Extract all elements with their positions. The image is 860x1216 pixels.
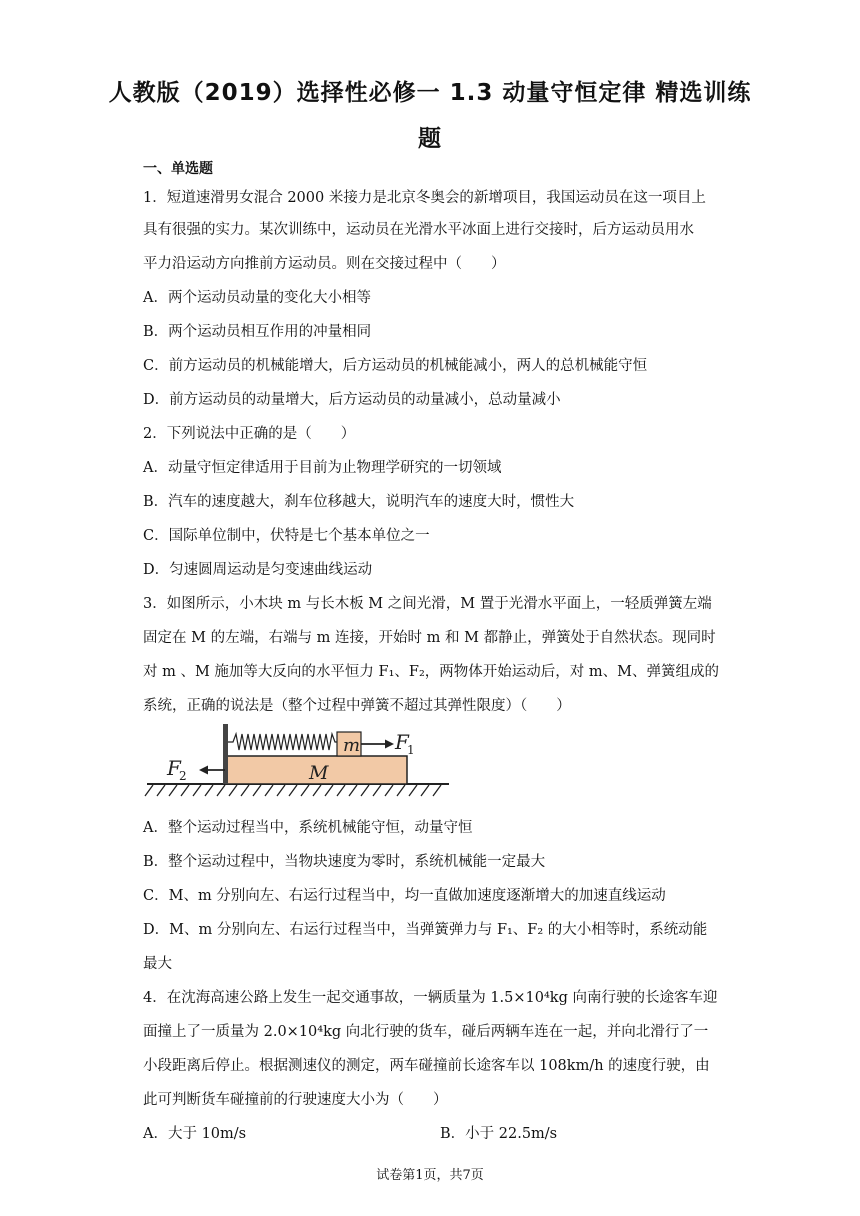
q3-option-d: D．M、m 分别向左、右运行过程当中，当弹簧弹力与 F₁、F₂ 的大小相等时，系统动能 [143, 922, 708, 938]
force-f1-subscript: 1 [407, 743, 415, 757]
q2-stem-line: 2．下列说法中正确的是（ ） [143, 426, 356, 442]
q4-stem-line: 小段距离后停止。根据测速仪的测定，两车碰撞前长途客车以 108km/h 的速度行驶，由 [143, 1058, 710, 1074]
q2-option-d: D．匀速圆周运动是匀变速曲线运动 [143, 562, 373, 578]
q4-option-a: A．大于 10m/s [143, 1126, 247, 1142]
q3-option-a: A．整个运动过程当中，系统机械能守恒，动量守恒 [143, 820, 473, 836]
q3-stem-line: 对 m 、M 施加等大反向的水平恒力 F₁、F₂，两物体开始运动后，对 m、M、弹簧组成的 [143, 664, 719, 680]
block-m-label: m [343, 735, 361, 756]
page-footer: 试卷第1页，共7页 [376, 1168, 484, 1183]
q3-stem-line: 系统，正确的说法是（整个过程中弹簧不超过其弹性限度）（ ） [143, 698, 571, 714]
q2-option-a: A．动量守恒定律适用于目前为止物理学研究的一切领域 [143, 460, 502, 476]
force-f1-arrowhead [385, 740, 394, 749]
force-f2-arrowhead [199, 766, 208, 775]
spring [228, 734, 337, 750]
left-wall [223, 724, 228, 784]
page-title-line1: 人教版（2019）选择性必修一 1.3 动量守恒定律 精选训练 [108, 80, 752, 106]
q3-stem-line: 固定在 M 的左端，右端与 m 连接，开始时 m 和 M 都静止，弹簧处于自然状态。现同时 [143, 630, 716, 646]
q3-option-c: C．M、m 分别向左、右运行过程当中，均一直做加速度逐渐增大的加速直线运动 [143, 888, 666, 904]
q1-option-b: B．两个运动员相互作用的冲量相同 [143, 324, 372, 340]
q2-option-b: B．汽车的速度越大，刹车位移越大，说明汽车的速度大时，惯性大 [143, 494, 575, 510]
q4-stem-line: 此可判断货车碰撞前的行驶速度大小为（ ） [143, 1092, 448, 1108]
force-f1-label: F [395, 730, 409, 754]
force-f2-label: F [167, 756, 181, 780]
q3-option-b: B．整个运动过程中，当物块速度为零时，系统机械能一定最大 [143, 854, 546, 870]
spring-block-figure [143, 720, 463, 802]
q1-stem-line: 具有很强的实力。某次训练中，运动员在光滑水平冰面上进行交接时，后方运动员用水 [143, 222, 694, 238]
q4-option-b: B．小于 22.5m/s [440, 1126, 558, 1142]
q2-option-c: C．国际单位制中，伏特是七个基本单位之一 [143, 528, 430, 544]
q3-stem-line: 3．如图所示，小木块 m 与长木板 M 之间光滑，M 置于光滑水平面上，一轻质弹簧左端 [143, 596, 712, 612]
q4-stem-line: 面撞上了一质量为 2.0×10⁴kg 向北行驶的货车，碰后两辆车连在一起，并向北滑行了一 [143, 1024, 709, 1040]
q1-stem-line: 平力沿运动方向推前方运动员。则在交接过程中（ ） [143, 256, 506, 272]
force-f2-subscript: 2 [179, 769, 187, 783]
section-heading: 一、单选题 [143, 161, 213, 177]
board-M-label: M [309, 762, 329, 784]
q1-option-a: A．两个运动员动量的变化大小相等 [143, 290, 371, 306]
q4-stem-line: 4．在沈海高速公路上发生一起交通事故，一辆质量为 1.5×10⁴kg 向南行驶的长途客车迎 [143, 990, 718, 1006]
page-title-line2: 题 [418, 126, 442, 152]
q1-option-d: D．前方运动员的动量增大，后方运动员的动量减小，总动量减小 [143, 392, 561, 408]
q1-option-c: C．前方运动员的机械能增大，后方运动员的机械能减小，两人的总机械能守恒 [143, 358, 648, 374]
ground-hatching [145, 785, 441, 796]
q3-option-d-cont: 最大 [143, 956, 172, 972]
q1-stem-line: 1．短道速滑男女混合 2000 米接力是北京冬奥会的新增项目，我国运动员在这一项目上 [143, 190, 706, 206]
